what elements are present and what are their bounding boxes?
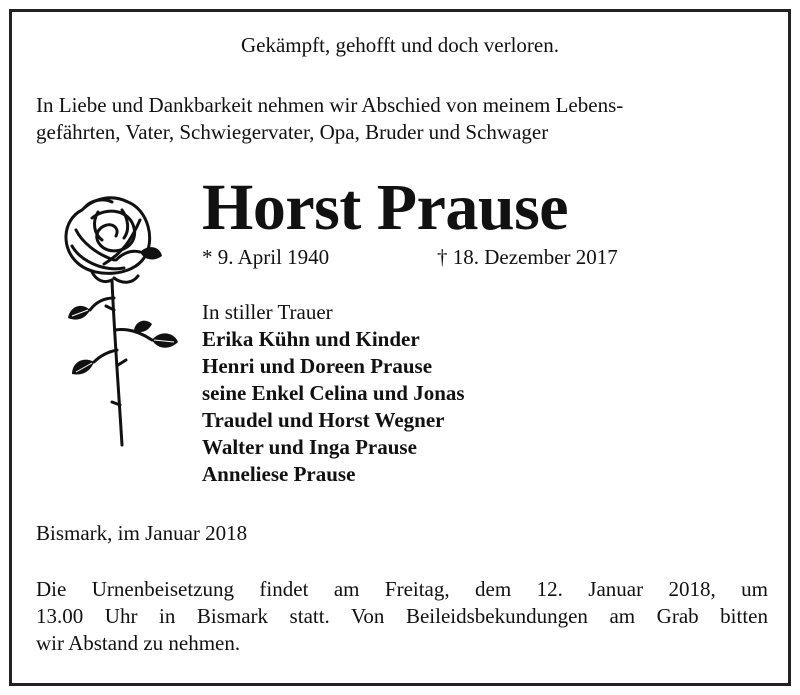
- deceased-name: Horst Prause: [202, 171, 569, 244]
- intro-line-1: In Liebe und Dankbarkeit nehmen wir Abschied von meinem Lebens-: [36, 93, 624, 117]
- mourning-intro: In stiller Trauer: [202, 300, 333, 324]
- list-item: Erika Kühn und Kinder: [202, 327, 420, 351]
- burial-line: wir Abstand zu nehmen.: [36, 631, 241, 655]
- list-item: Henri und Doreen Prause: [202, 354, 433, 378]
- burial-line: 13.00 Uhr in Bismark statt. Von Beileidsbekundungen am Grab bitten: [36, 604, 768, 628]
- list-item: Walter und Inga Prause: [202, 435, 417, 459]
- obituary-notice: [9, 9, 791, 686]
- list-item: seine Enkel Celina und Jonas: [202, 381, 465, 405]
- burial-line: Die Urnenbeisetzung findet am Freitag, dem 12. Januar 2018, um: [36, 577, 768, 601]
- list-item: Anneliese Prause: [202, 462, 356, 486]
- intro-line-2: gefährten, Vater, Schwiegervater, Opa, Bruder und Schwager: [36, 120, 549, 144]
- mourners-list: [202, 326, 465, 488]
- birth-date: * 9. April 1940: [202, 245, 330, 269]
- place-date: Bismark, im Januar 2018: [36, 521, 248, 545]
- list-item: Traudel und Horst Wegner: [202, 408, 445, 432]
- burial-note: [36, 576, 768, 657]
- death-date: † 18. Dezember 2017: [437, 245, 618, 269]
- rose-icon: [52, 180, 182, 450]
- motto: Gekämpft, gehofft und doch verloren.: [240, 33, 559, 57]
